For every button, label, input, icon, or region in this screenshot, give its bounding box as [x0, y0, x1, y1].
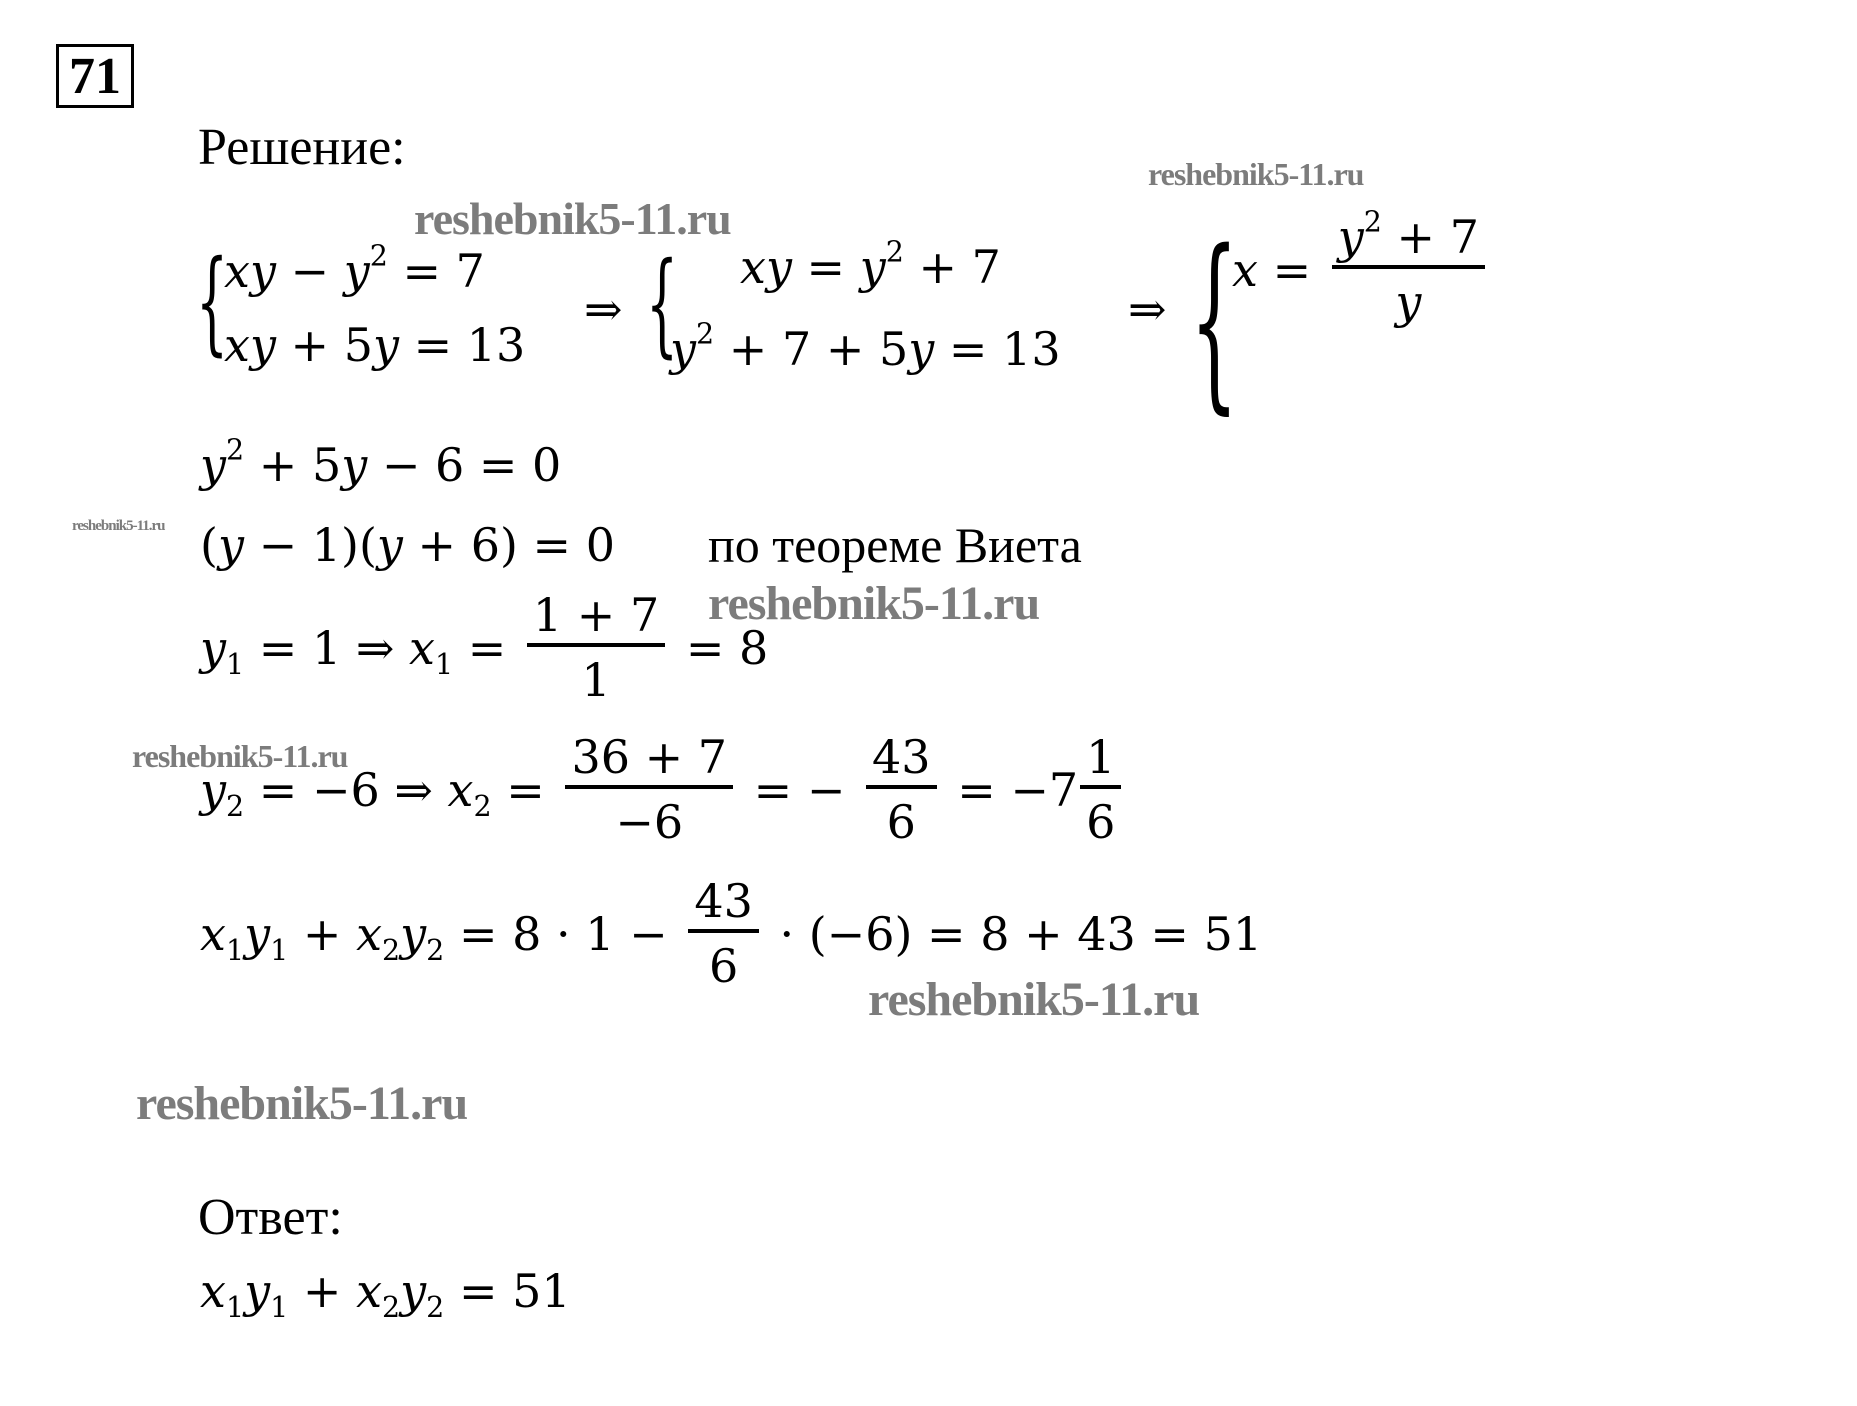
- implies-arrow: ⇒: [584, 282, 623, 336]
- equation-system-2-line-1: xy = $y^2 + 7$: [740, 235, 1001, 294]
- watermark: reshebnik5-11.ru: [708, 577, 1040, 630]
- root-2-calculation: $y_2 = -6$ ⇒ $x_2$ = $\frac{36 + 7}{-6}$ = − $\frac{43}{6}$ = −7 $\frac{1}{6}$: [200, 730, 1127, 850]
- system-brace: {: [1190, 210, 1239, 431]
- implies-arrow: ⇒: [1128, 282, 1167, 336]
- answer-equation: $x_1y_1 + x_2y_2 = 51$: [200, 1264, 571, 1324]
- root-1-calculation: $y_1 = 1$ ⇒ $x_1$ = $\frac{1 + 7}{1}$ = 8: [200, 588, 769, 708]
- watermark: reshebnik5-11.ru: [868, 973, 1200, 1026]
- equation-system-3-line-1: x = $\frac{y^2 + 7}{y}$: [1232, 210, 1491, 330]
- quadratic-equation: $y^2 + 5y - 6 = 0$: [200, 433, 562, 492]
- system-brace: {: [196, 237, 229, 367]
- solution-label: Решение:: [198, 119, 406, 176]
- equation-system-1-line-1: xy − $y^2 = 7$: [224, 239, 485, 298]
- vieta-note: по теореме Виета: [708, 517, 1082, 573]
- equation-system-1-line-2: xy + 5y = 13: [224, 318, 526, 372]
- watermark: reshebnik5-11.ru: [136, 1077, 468, 1130]
- factored-equation: (y − 1)(y + 6) = 0: [200, 518, 615, 572]
- equation-system-2-line-2: $y^2 + 7 + 5y = 13$: [670, 317, 1061, 376]
- system-brace: {: [646, 239, 679, 369]
- watermark: reshebnik5-11.ru: [72, 518, 165, 534]
- watermark: reshebnik5-11.ru: [414, 193, 731, 244]
- watermark: reshebnik5-11.ru: [132, 738, 348, 774]
- problem-number: 71: [56, 44, 134, 108]
- answer-label: Ответ:: [198, 1189, 343, 1246]
- watermark: reshebnik5-11.ru: [1148, 156, 1364, 192]
- sum-calculation: $x_1y_1 + x_2y_2 = 8 \cdot 1$ − $\frac{43}{6}$ · (−6) = 8 + 43 = 51: [200, 874, 1263, 994]
